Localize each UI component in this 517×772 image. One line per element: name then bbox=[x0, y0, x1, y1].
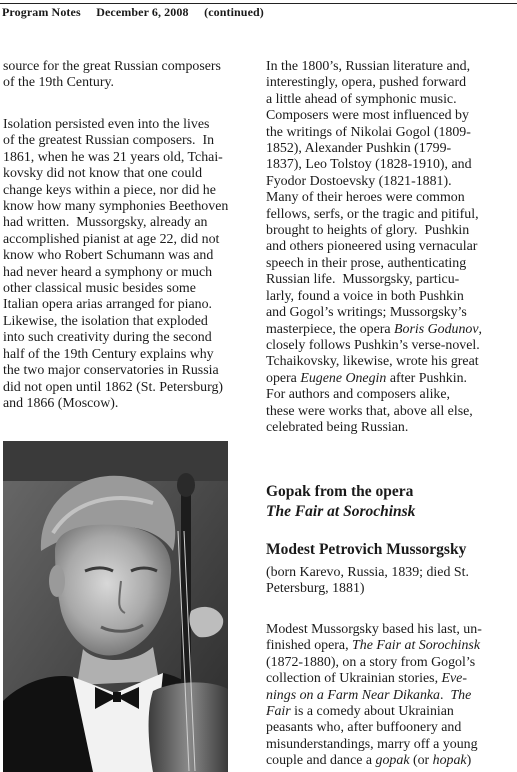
header-rule bbox=[0, 3, 517, 4]
conductor-with-cello-photo bbox=[3, 441, 228, 772]
composer-dates: (born Karevo, Russia, 1839; died St. Petersburg, 1881) bbox=[266, 565, 469, 597]
right-paragraph-3: Modest Mussorgsky based his last, un- finished opera, The Fair at Sorochinsk (1872-1880), on a story from Gogol’s collection of Ukrainian stories, Eve- nings on a Farm Near Dikanka. The Fair is a comedy about Ukrainian peasants who, after buffoonery and misunderstandings, marry off a young couple and dance a gopak (or hopak) bbox=[266, 622, 482, 769]
running-header bbox=[2, 5, 512, 20]
composer-heading: Modest Petrovich Mussorgsky bbox=[266, 541, 467, 558]
header-date: December 6, 2008 bbox=[96, 5, 189, 19]
eugene-onegin-title: Eugene Onegin bbox=[300, 370, 387, 386]
left-paragraph-2: Isolation persisted even into the lives of the greatest Russian composers. In 1861, when he was 21 years old, Tchai- kovsky did not know that one could change keys within a piece, nor did he know how many symphonies Beethoven had written. Mussorgsky, already an accomplished pianist at age 22, did not know who Robert Schumann was and had never heard a symphony or much other classical music besides some Italian opera arias arranged for piano. Likewise, the isolation that exploded into such creativity during the second half of the 19th Century explains why the two major conservatories in Russia did not open until 1862 (St. Petersburg) and 1866 (Moscow). bbox=[3, 117, 229, 411]
header-continued: (continued) bbox=[204, 5, 264, 19]
left-paragraph-1: source for the great Russian composers of the 19th Century. bbox=[3, 59, 221, 91]
header-section: Program Notes bbox=[2, 5, 81, 19]
section-heading-gopak: Gopak from the opera The Fair at Sorochinsk bbox=[266, 483, 416, 520]
boris-godunov-title: Boris Godunov bbox=[394, 321, 479, 337]
right-paragraph-1: In the 1800’s, Russian literature and, interestingly, opera, pushed forward a little ahead of symphonic music. Composers were most influenced by the writings of Nikolai Gogol (1809- 1852), Alexander Pushkin (1799- 1837), Leo Tolstoy (1828-1910), and Fyodor Dostoevsky (1821-1881). Many of their heroes were common fellows, serfs, or the tragic and pitiful, brought to heights of glory. Pushkin and others pioneered using vernacular speech in their prose, authenticating Russian life. Mussorgsky, particu- larly, found a voice in both Pushkin and Gogol’s writings; Mussorgsky’s masterpiece, the opera Boris Godunov, closely follows Pushkin’s verse-novel. Tchaikovsky, likewise, wrote his great opera Eugene Onegin after Pushkin. For authors and composers alike, these were works that, above all else, celebrated being Russian. bbox=[266, 59, 483, 435]
